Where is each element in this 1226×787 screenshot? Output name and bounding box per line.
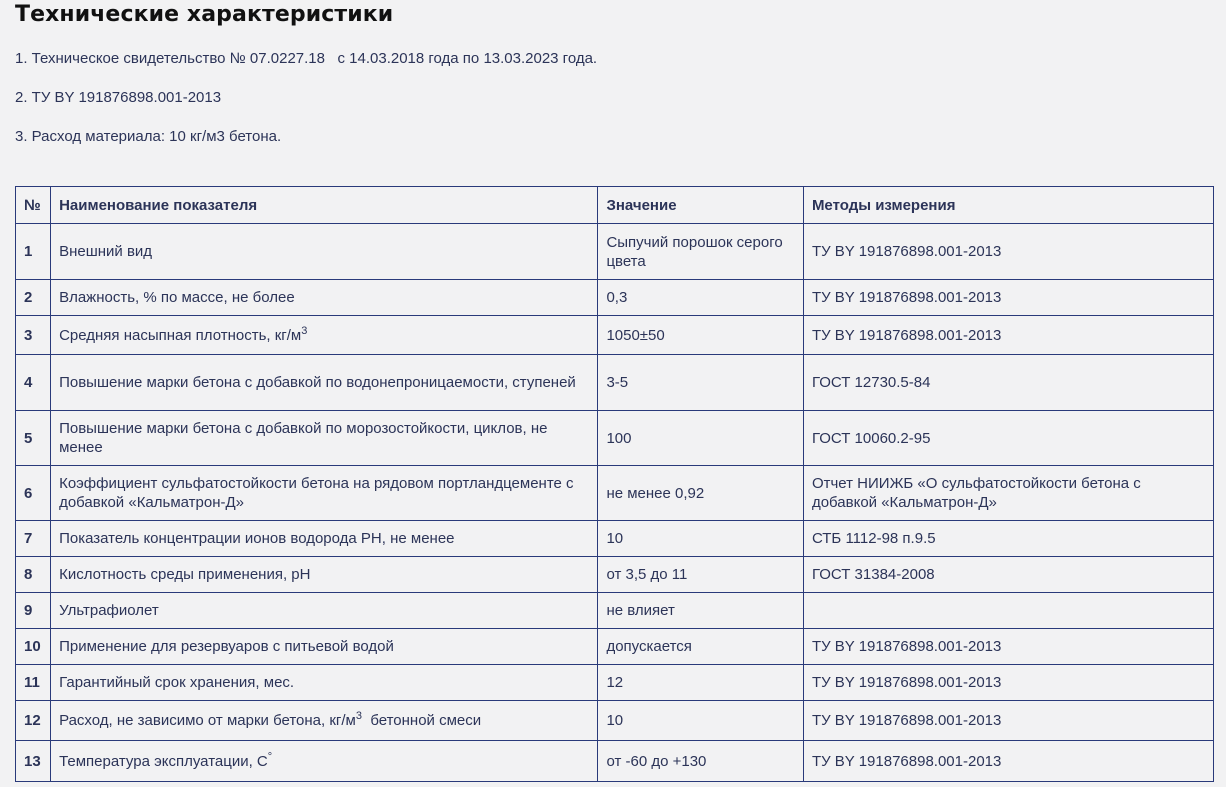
row-number: 6	[16, 466, 51, 521]
table-row	[16, 224, 1214, 280]
row-name-text: Повышение марки бетона с добавкой по морозостойкости, циклов, не менее	[59, 420, 548, 456]
row-method: ТУ BY 191876898.001-2013	[803, 665, 1213, 701]
table-header-row	[16, 187, 1214, 224]
superscript: °	[267, 750, 273, 763]
row-name	[51, 466, 598, 521]
row-number: 8	[16, 557, 51, 593]
row-name-text: Ультрафиолет	[59, 602, 159, 619]
row-number: 7	[16, 521, 51, 557]
row-method: ГОСТ 12730.5-84	[803, 355, 1213, 411]
row-number: 13	[16, 741, 51, 782]
row-number: 1	[16, 224, 51, 280]
superscript: 3	[355, 710, 362, 722]
table-row	[16, 629, 1214, 665]
row-name-suffix: бетонной смеси	[362, 712, 482, 729]
row-value: 3-5	[598, 355, 804, 411]
row-method	[803, 593, 1213, 629]
row-name-text: Температура эксплуатации, С	[59, 752, 268, 770]
row-name	[51, 280, 598, 316]
header-name: Наименование показателя	[51, 187, 598, 224]
table-row	[16, 411, 1214, 466]
row-name-text: Повышение марки бетона с добавкой по водонепроницаемости, ступеней	[59, 374, 576, 391]
row-value: 0,3	[598, 280, 804, 316]
row-value: Сыпучий порошок серого цвета	[598, 224, 804, 280]
table-row	[16, 557, 1214, 593]
row-method: Отчет НИИЖБ «О сульфатостойкости бетона с добавкой «Кальматрон-Д»	[803, 466, 1213, 521]
row-number: 11	[16, 665, 51, 701]
row-name	[51, 557, 598, 593]
table-row	[16, 741, 1214, 782]
row-value: 10	[598, 701, 804, 741]
row-method: ТУ BY 191876898.001-2013	[803, 224, 1213, 280]
header-value: Значение	[598, 187, 804, 224]
table-row	[16, 701, 1214, 741]
row-name-text: Расход, не зависимо от марки бетона, кг/м	[59, 712, 356, 729]
row-method: ТУ BY 191876898.001-2013	[803, 629, 1213, 665]
row-number: 10	[16, 629, 51, 665]
superscript: 3	[301, 324, 308, 337]
table-row	[16, 665, 1214, 701]
paragraph-consumption: 3. Расход материала: 10 кг/м3 бетона.	[15, 128, 282, 145]
row-name	[51, 741, 598, 782]
row-name-text: Показатель концентрации ионов водорода PH, не менее	[59, 530, 455, 547]
paragraph-tu: 2. ТУ BY 191876898.001-2013	[15, 89, 222, 106]
row-name	[51, 316, 598, 355]
row-value: от 3,5 до 11	[598, 557, 804, 593]
row-name	[51, 355, 598, 411]
table-row	[16, 521, 1214, 557]
table-row	[16, 593, 1214, 629]
row-number: 12	[16, 701, 51, 741]
row-value: 1050±50	[598, 316, 804, 355]
specs-table	[15, 186, 1214, 782]
row-number: 9	[16, 593, 51, 629]
row-name-text: Применение для резервуаров с питьевой водой	[59, 638, 394, 655]
row-number: 4	[16, 355, 51, 411]
row-name-text: Гарантийный срок хранения, мес.	[59, 674, 295, 691]
row-value: 10	[598, 521, 804, 557]
row-name-text: Средняя насыпная плотность, кг/м	[59, 326, 302, 344]
row-method: ТУ BY 191876898.001-2013	[803, 280, 1213, 316]
row-method: ГОСТ 31384-2008	[803, 557, 1213, 593]
row-name	[51, 224, 598, 280]
row-name	[51, 593, 598, 629]
table-row	[16, 316, 1214, 355]
row-name-text: Коэффициент сульфатостойкости бетона на рядовом портландцементе с добавкой «Кальматрон-Д»	[59, 475, 574, 511]
header-number: №	[16, 187, 51, 224]
row-value: не менее 0,92	[598, 466, 804, 521]
row-method: ТУ BY 191876898.001-2013	[803, 701, 1213, 741]
row-value: не влияет	[598, 593, 804, 629]
row-value: допускается	[598, 629, 804, 665]
header-method: Методы измерения	[803, 187, 1213, 224]
page-title: Технические характеристики	[15, 2, 394, 27]
row-method: ТУ BY 191876898.001-2013	[803, 741, 1213, 782]
row-value: от -60 до +130	[598, 741, 804, 782]
row-name	[51, 411, 598, 466]
table-row	[16, 355, 1214, 411]
row-number: 5	[16, 411, 51, 466]
row-name	[51, 665, 598, 701]
row-method: ГОСТ 10060.2-95	[803, 411, 1213, 466]
row-number: 3	[16, 316, 51, 355]
table-row	[16, 280, 1214, 316]
row-name-text: Влажность, % по массе, не более	[59, 289, 295, 306]
row-name	[51, 521, 598, 557]
row-method: СТБ 1112-98 п.9.5	[803, 521, 1213, 557]
row-name-text: Кислотность среды применения, pH	[59, 566, 311, 583]
row-value: 100	[598, 411, 804, 466]
row-value: 12	[598, 665, 804, 701]
row-name	[51, 629, 598, 665]
row-method: ТУ BY 191876898.001-2013	[803, 316, 1213, 355]
row-name-text: Внешний вид	[59, 243, 153, 260]
paragraph-certificate: 1. Техническое свидетельство № 07.0227.18 с 14.03.2018 года по 13.03.2023 года.	[15, 50, 598, 67]
row-number: 2	[16, 280, 51, 316]
table-row	[16, 466, 1214, 521]
row-name	[51, 701, 598, 741]
